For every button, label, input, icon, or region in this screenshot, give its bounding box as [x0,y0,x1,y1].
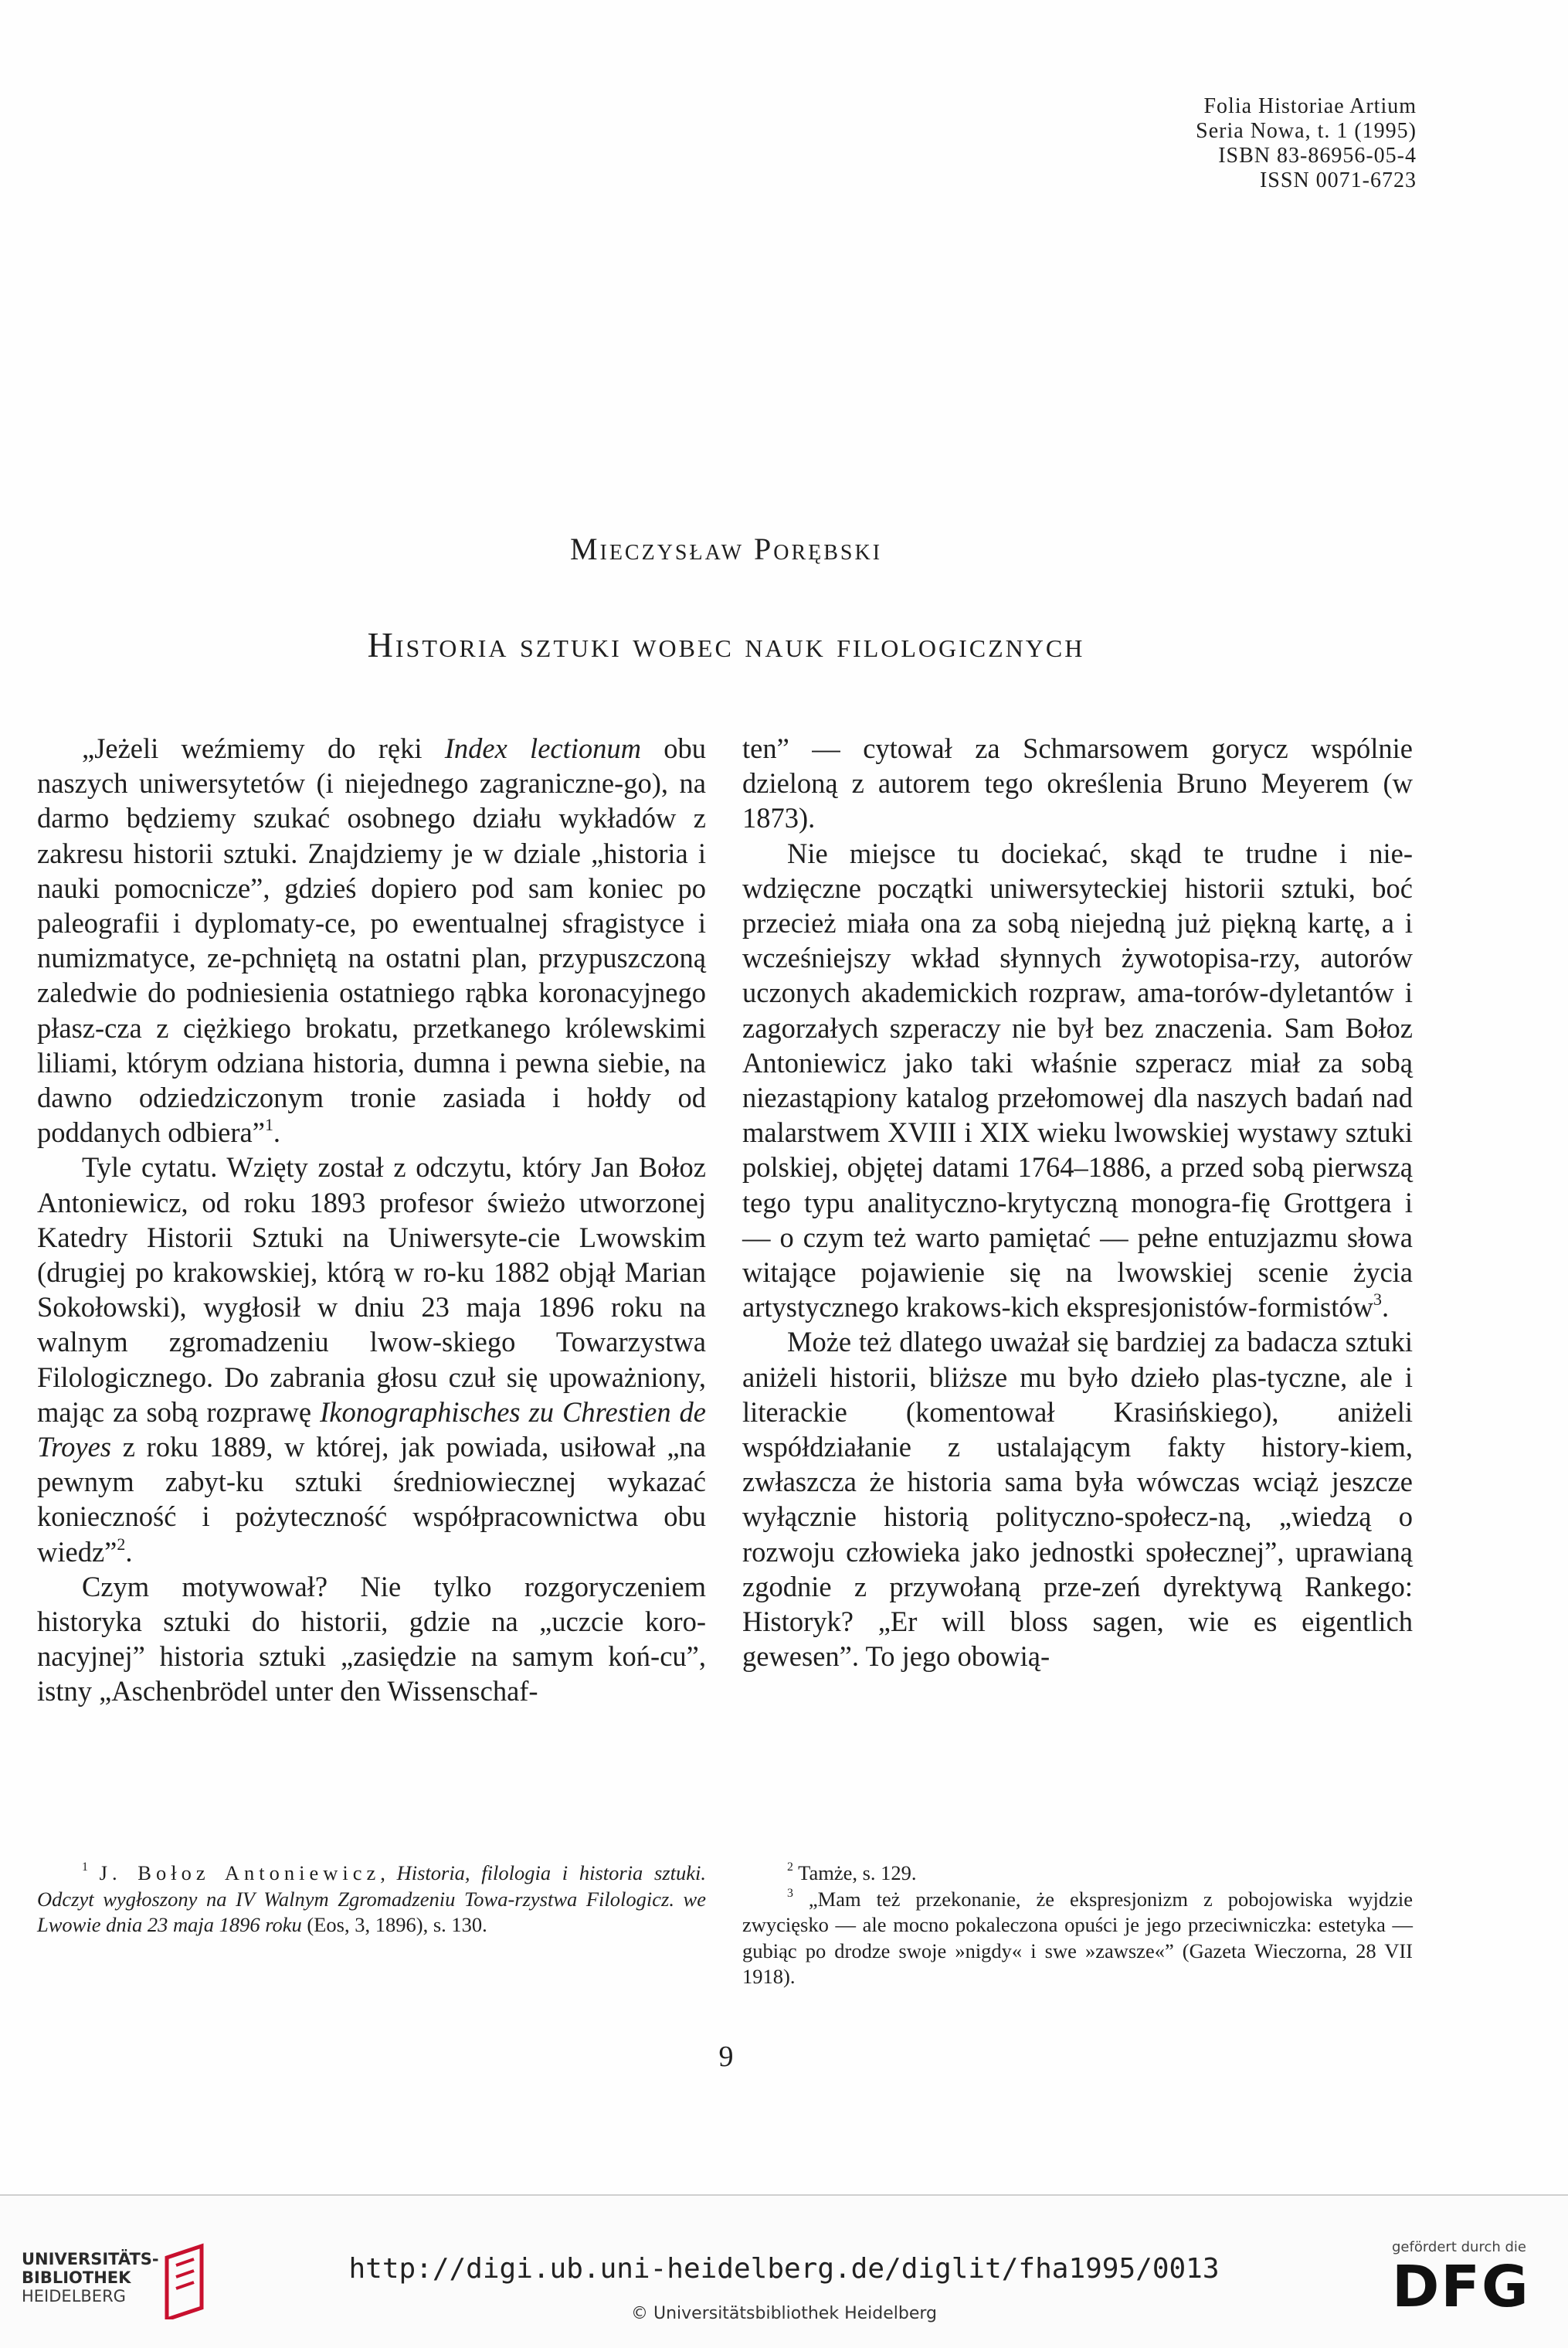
paragraph: ten” — cytował za Schmarsowem gorycz wspólnie dzieloną z autorem tego określenia Bruno Meyerem (w 1873). [742,732,1413,834]
footnote-ref[interactable]: 2 [117,1534,126,1554]
paragraph: „Jeżeli weźmiemy do ręki Index lectionum obu naszych uniwersytetów (i niejednego zagraniczne-go), na darmo będziemy szukać osobnego działu wykładów z zakresu historii sztuki. Znajdziemy je w dziale „historia i nauki pomocnicze”, gdzieś dopiero pod sam koniec po paleografii i dyplomaty-ce, po ewentualnej sfragistyce i numizmatyce, ze-pchniętą na ostatni plan, przypuszczoną zaledwie do podniesienia ostatniego rąbka koronacyjnego płasz-cza z ciężkiego brokatu, przetkanego królewskimi liliami, którym odziana historia, dumna i pewna siebie, na dawno odziedziczonym tronie zasiada i hołdy od poddanych odbiera”$^1$. [37,732,707,1149]
article-author: Mieczysław Porębski [569,532,883,566]
issn: ISSN 0071-6723 [1259,168,1417,192]
paragraph: Może też dlatego uważał się bardziej za badacza sztuki aniżeli historii, bliższe mu było dzieło plas-tyczne, ale i literackie (komentował Krasińskiego), aniżeli współdziałanie z ustalającym fakty history-kiem, zwłaszcza że historia sama była wówczas wciąż jeszcze wyłącznie historią polityczno-społecz-ną, „wiedzą o rozwoju człowieka jako jednostki społecznej”, uprawianą zgodnie z przywołaną prze-zeń dyrektywą Rankego: Historyk? „Er will bloss sagen, wie es eigentlich gewesen”. To jego obowią- [742,1326,1413,1673]
publication-info [1196,94,1417,193]
footnote-1: $^1$ J. Bołoz Antoniewicz, Historia, filologia i historia sztuki. Odczyt wygłoszony na IV Walnym Zgromadzeniu Towa-rzystwa Filologicz. we Lwowie dnia 23 maja 1896 roku (Eos, 3, 1896), s. 130. [37,1860,706,1936]
footnote-ref[interactable]: 1 [264,1115,273,1135]
funder-logo[interactable] [1392,2239,1546,2320]
library-name-line3: HEIDELBERG [22,2287,126,2306]
library-name-line2: BIBLIOTHEK [22,2268,131,2287]
footnote-2: $^2$ Tamże, s. 129. [787,1860,917,1884]
paragraph: Czym motywował? Nie tylko rozgoryczeniem historyka sztuki do historii, gdzie na „uczcie koro-nacyjnej” historia sztuki „zasiędzie na samym koń-cu”, istny „Aschenbrödel unter den Wissenschaf- [37,1570,706,1707]
dfg-logo-text: DFG [1392,2254,1530,2320]
digitization-footer [0,2194,1568,2348]
series-volume: Seria Nowa, t. 1 (1995) [1196,119,1417,143]
source-url-link[interactable]: http://digi.ub.uni-heidelberg.de/diglit/fha1995/0013 [348,2253,1220,2285]
footnotes-right [742,1860,1413,1990]
footnote-3: $^3$ „Mam też przekonanie, że ekspresjonizm z pobojowiska wyjdzie zwycięsko — ale mocno pokaleczona opuści je jego przeciwniczka: estetyka — gubiąc po drodze swoje »nigdy« i swe »zawsze«” (Gazeta Wieczorna, 28 VII 1918). [742,1886,1414,1988]
footnote-ref[interactable]: 3 [1373,1290,1382,1310]
funder-caption: gefördert durch die [1392,2239,1526,2255]
journal-name: Folia Historiae Artium [1203,94,1417,118]
library-name-line1: UNIVERSITÄTS- [22,2250,159,2268]
article-title: Historia sztuki wobec nauk filologicznych [367,625,1085,664]
paragraph: Tyle cytatu. Wzięty został z odczytu, który Jan Bołoz Antoniewicz, od roku 1893 profesor świeżo utworzonej Katedry Historii Sztuki na Uniwersyte-cie Lwowskim (drugiej po krakowskiej, którą w ro-ku 1882 objął Marian Sokołowski), wygłosił w dniu 23 maja 1896 roku na walnym zgromadzeniu lwow-skiego Towarzystwa Filologicznego. Do zabrania głosu czuł się upoważniony, mając za sobą rozprawę Ikonographisches zu Chrestien de Troyes z roku 1889, w której, jak powiada, usiłował „na pewnym zabyt-ku sztuki średniowiecznej wykazać konieczność i pożyteczność współpracownictwa obu wiedz”$^2$. [37,1151,706,1568]
paragraph: Nie miejsce tu dociekać, skąd te trudne i nie-wdzięczne początki uniwersyteckiej historii sztuki, boć przecież miała ona za sobą niejedną już piękną kartę, a i wcześniejszy wkład słynnych żywotopisa-rzy, autorów uczonych akademickich rozpraw, ama-torów-dyletantów i zagorzałych szperaczy nie był bez znaczenia. Sam Bołoz Antoniewicz jako taki właśnie szperacz miał za sobą niezastąpiony katalog przełomowej dla naszych badań nad malarstwem XVIII i XIX wieku lwowskiej wystawy sztuki polskiej, objętej datami 1764–1886, a przed sobą pierwszą tego typu analityczno-krytyczną monogra-fię Grottgera i — o czym też warto pamiętać — pełne entuzjazmu słowa witające pojawienie się na lwowskiej scenie życia artystycznego krakows-kich ekspresjonistów-formistów$^3$. [742,837,1413,1324]
body-column-right [742,731,1413,1674]
isbn: ISBN 83-86956-05-4 [1218,144,1417,168]
page-number: 9 [718,2040,734,2073]
footnotes-left [37,1860,706,1939]
copyright-notice: © Universitätsbibliothek Heidelberg [630,2304,937,2323]
body-column-left [37,731,706,1709]
